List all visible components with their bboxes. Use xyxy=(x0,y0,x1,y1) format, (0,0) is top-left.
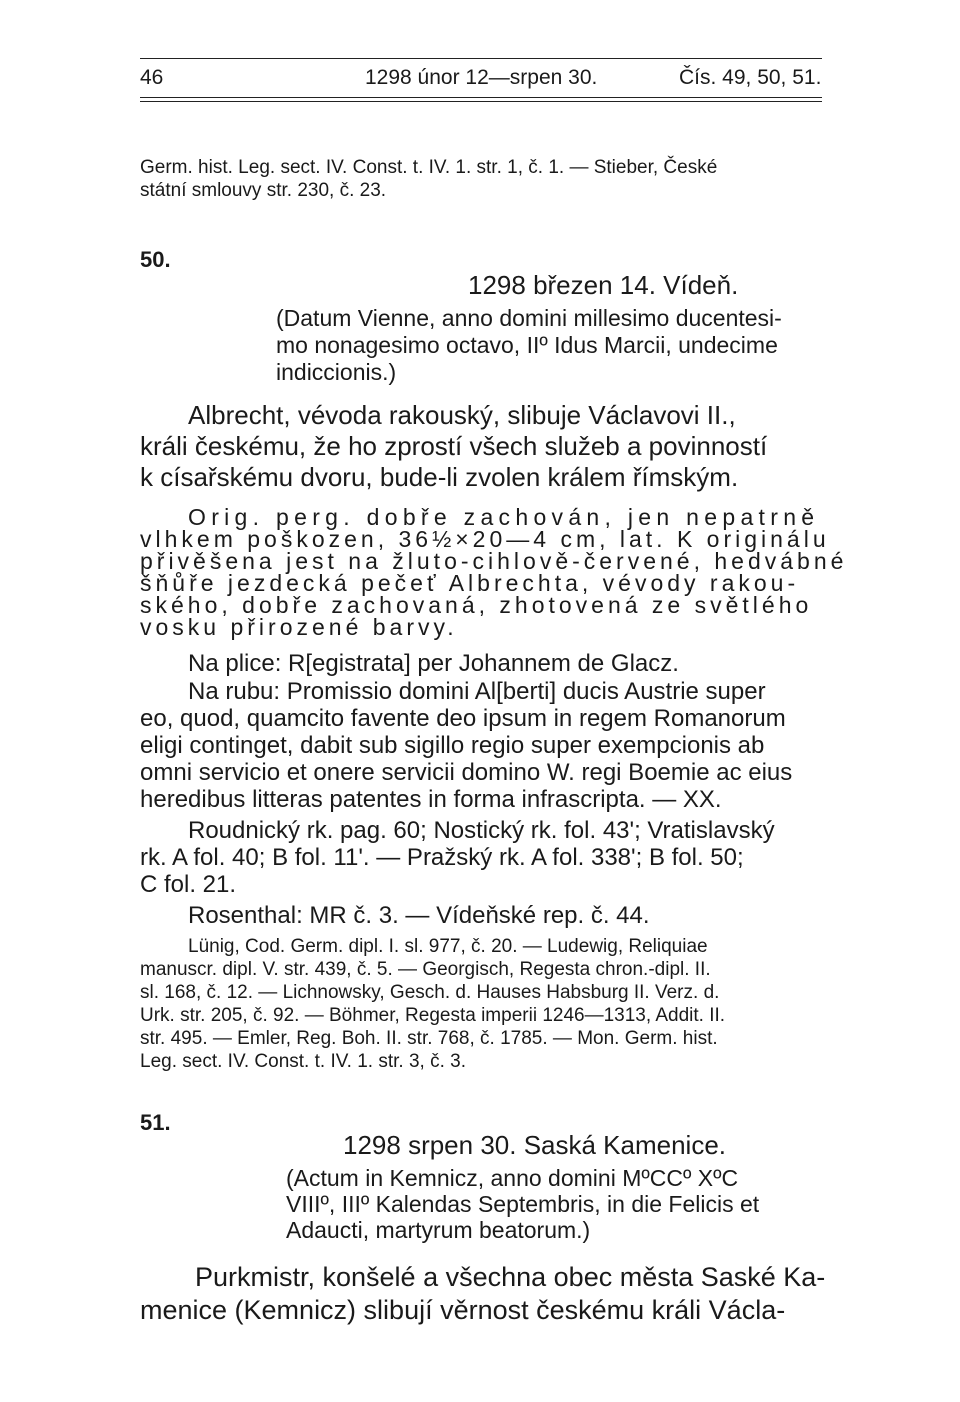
summary-line: Albrecht, vévoda rakouský, slibuje Václavovi II., xyxy=(188,400,736,430)
dorse-line: eligi continget, dabit sub sigillo regio super exempcionis ab xyxy=(140,732,765,759)
dorse-line: heredibus litteras patentes in forma infrascripta. — XX. xyxy=(140,786,722,813)
dorse-line: omni servicio et onere servicii domino W. regi Boemie ac eius xyxy=(140,759,793,786)
header-entry-numbers: Čís. 49, 50, 51. xyxy=(679,66,822,89)
entry-number: 51. xyxy=(140,1110,171,1135)
entry-number: 50. xyxy=(140,247,171,272)
datum-line: indiccionis.) xyxy=(276,359,397,385)
literature-line: Leg. sect. IV. Const. t. IV. 1. str. 3, č. 3. xyxy=(140,1051,466,1072)
literature-line: Urk. str. 205, č. 92. — Böhmer, Regesta imperii 1246—1313, Addit. II. xyxy=(140,1005,726,1026)
reference-line: Germ. hist. Leg. sect. IV. Const. t. IV. 1. str. 1, č. 1. — Stieber, České xyxy=(140,157,718,178)
entry-date-place: 1298 srpen 30. Saská Kamenice. xyxy=(343,1130,727,1160)
datum-line: mo nonagesimo octavo, IIº Idus Marcii, undecime xyxy=(276,332,778,358)
actum-line: (Actum in Kemnicz, anno domini MºCCº XºC xyxy=(286,1165,739,1191)
summary-line: k císařskému dvoru, bude-li zvolen králem římským. xyxy=(140,462,739,492)
summary-line: králi českému, že ho zprostí všech služeb a povinností xyxy=(140,431,768,461)
dorse-line: eo, quod, quamcito favente deo ipsum in regem Romanorum xyxy=(140,705,786,732)
literature-line: str. 495. — Emler, Reg. Boh. II. str. 768, č. 1785. — Mon. Germ. hist. xyxy=(140,1028,718,1049)
description-line: Orig. perg. dobře zachován, jen nepatrně xyxy=(188,504,820,530)
page-number: 46 xyxy=(140,66,164,89)
actum-line: Adaucti, martyrum beatorum.) xyxy=(286,1217,591,1243)
copies-line: Roudnický rk. pag. 60; Nostický rk. fol. 43'; Vratislavský xyxy=(188,817,775,844)
literature-line: manuscr. dipl. V. str. 439, č. 5. — Georgisch, Regesta chron.-dipl. II. xyxy=(140,959,711,980)
description-line: přivěšena jest na žluto-cihlově-červené, hedvábné xyxy=(140,548,848,574)
header-bottom-rule-2 xyxy=(140,101,822,102)
entry-date-place: 1298 březen 14. Vídeň. xyxy=(468,270,739,300)
description-line: ského, dobře zachovaná, zhotovená ze světlého xyxy=(140,592,813,618)
rosenthal-note: Rosenthal: MR č. 3. — Vídeňské rep. č. 44. xyxy=(188,902,650,929)
copies-line: C fol. 21. xyxy=(140,871,237,898)
description-line: vosku přirozené barvy. xyxy=(140,614,458,640)
summary-line: menice (Kemnicz) slibují věrnost českému králi Václa- xyxy=(140,1295,786,1325)
description-line: šňůře jezdecká pečeť Albrechta, vévody rakou- xyxy=(140,570,800,596)
reference-line: státní smlouvy str. 230, č. 23. xyxy=(140,180,387,201)
header-date-range: 1298 únor 12—srpen 30. xyxy=(365,66,598,89)
dorse-line: Na rubu: Promissio domini Al[berti] ducis Austrie super xyxy=(188,678,766,705)
actum-line: VIIIº, IIIº Kalendas Septembris, in die Felicis et xyxy=(286,1191,760,1217)
plica-note: Na plice: R[egistrata] per Johannem de Glacz. xyxy=(188,650,679,677)
description-line: vlhkem poškozen, 36½×20—4 cm, lat. K originálu xyxy=(140,526,830,552)
summary-line: Purkmistr, konšelé a všechna obec města Saské Ka- xyxy=(195,1262,826,1292)
literature-line: sl. 168, č. 12. — Lichnowsky, Gesch. d. Hauses Habsburg II. Verz. d. xyxy=(140,982,720,1003)
literature-line: Lünig, Cod. Germ. dipl. I. sl. 977, č. 20. — Ludewig, Reliquiae xyxy=(188,936,708,957)
header-bottom-rule-1 xyxy=(140,97,822,98)
datum-line: (Datum Vienne, anno domini millesimo ducentesi- xyxy=(276,305,782,331)
copies-line: rk. A fol. 40; B fol. 11'. — Pražský rk. A fol. 338'; B fol. 50; xyxy=(140,844,744,871)
header-top-rule xyxy=(140,58,822,59)
